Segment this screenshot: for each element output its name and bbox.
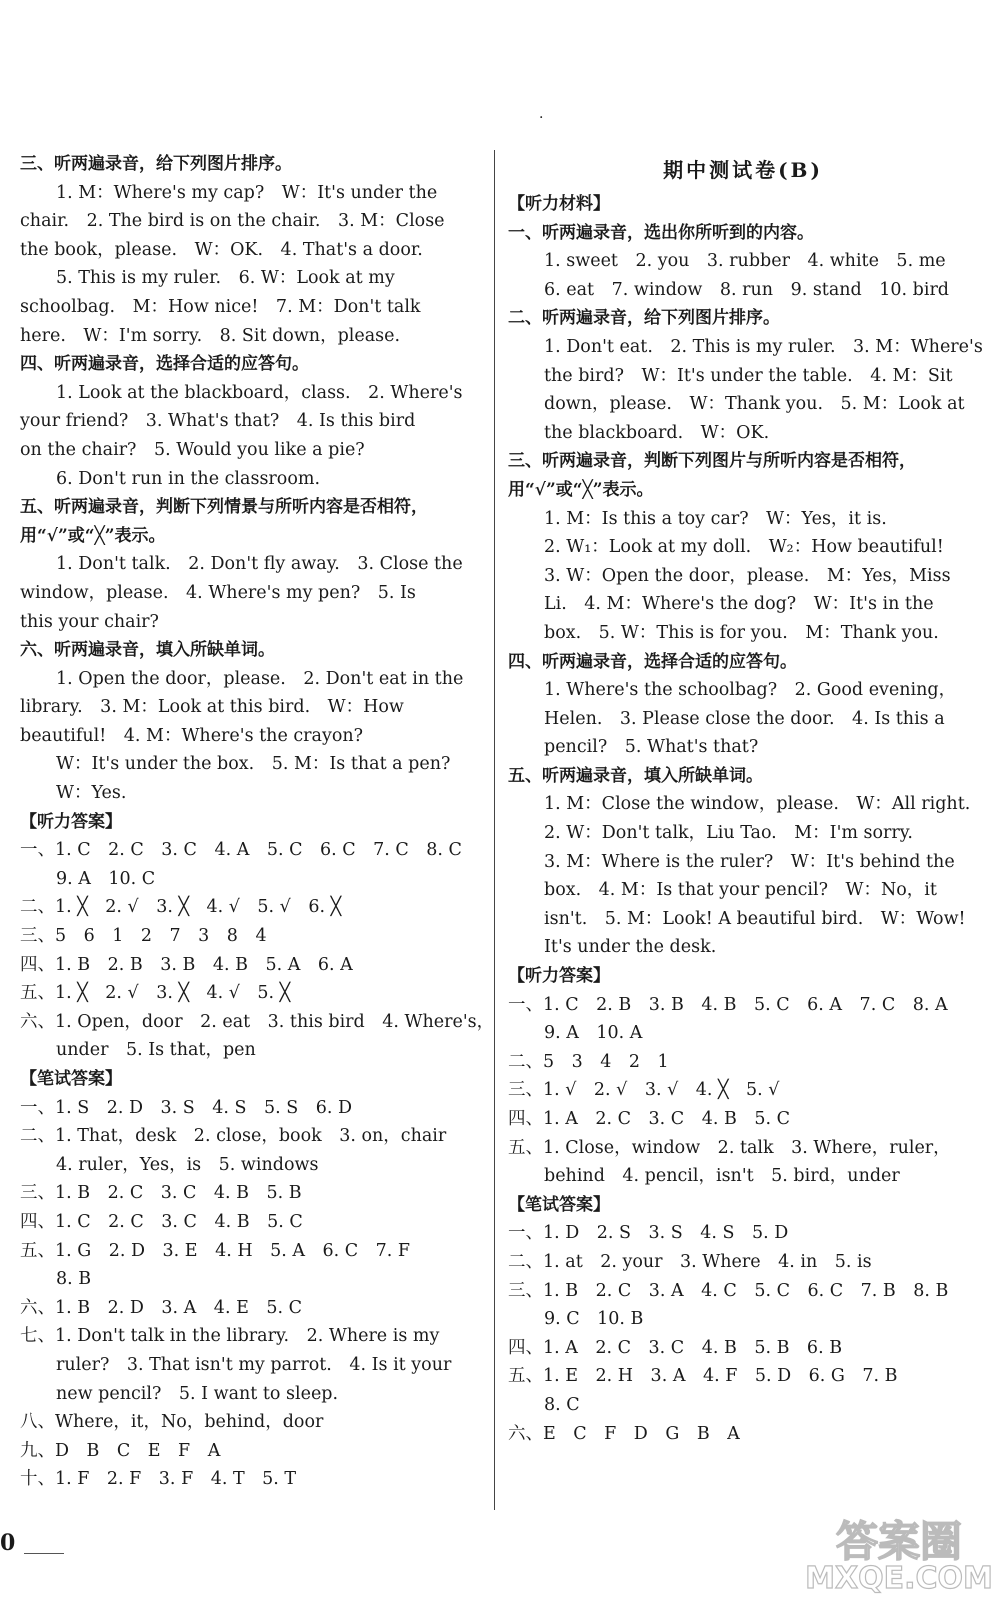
text-line: 九、D B C E F A xyxy=(20,1440,221,1461)
text-line: 6. Don't run in the classroom. xyxy=(56,468,321,489)
text-line: 3. W：Open the door，please. M：Yes，Miss xyxy=(544,565,951,586)
text-line: ruler? 3. That isn't my parrot. 4. Is it your xyxy=(56,1354,452,1375)
section-heading: 一、听两遍录音，选出你所听到的内容。 xyxy=(508,222,814,243)
text-line: 8. C xyxy=(544,1394,580,1415)
text-line: 1. sweet 2. you 3. rubber 4. white 5. me xyxy=(544,251,946,272)
section-heading: 【笔试答案】 xyxy=(508,1194,610,1215)
text-line: 三、1. B 2. C 3. C 4. B 5. B xyxy=(20,1183,302,1204)
section-heading: 用“√”或“╳”表示。 xyxy=(508,479,654,500)
text-line: 4. ruler，Yes，is 5. windows xyxy=(56,1154,319,1175)
text-line: box. 4. M：Is that your pencil? W：No，it xyxy=(544,880,937,901)
text-line: 1. Don't talk. 2. Don't fly away. 3. Close the xyxy=(56,554,463,575)
text-line: 四、1. A 2. C 3. C 4. B 5. B 6. B xyxy=(508,1337,843,1358)
text-line: 三、1. B 2. C 3. A 4. C 5. C 6. C 7. B 8. B xyxy=(508,1280,949,1301)
text-line: 5. This is my ruler. 6. W：Look at my xyxy=(56,268,395,289)
text-line: this your chair? xyxy=(20,611,159,632)
text-line: 1. M：Close the window，please. W：All right. xyxy=(544,794,971,815)
text-line: the bird? W：It's under the table. 4. M：Sit xyxy=(544,365,953,386)
section-heading: 三、听两遍录音，给下列图片排序。 xyxy=(20,154,292,174)
text-line: W：It's under the box. 5. M：Is that a pen? xyxy=(56,754,451,775)
text-line: 2. W₁：Look at my doll. W₂：How beautiful! xyxy=(544,537,944,558)
text-line: 五、1. G 2. D 3. E 4. H 5. A 6. C 7. F xyxy=(20,1240,411,1261)
text-line: 一、1. C 2. C 3. C 4. A 5. C 6. C 7. C 8. C xyxy=(20,840,462,861)
text-line: the book，please. W：OK. 4. That's a door. xyxy=(20,239,423,260)
text-line: 五、1. ╳ 2. √ 3. ╳ 4. √ 5. ╳ xyxy=(20,983,291,1004)
section-heading: 【听力答案】 xyxy=(508,966,610,987)
text-line: 二、1. That，desk 2. close，book 3. on，chair xyxy=(20,1126,447,1147)
column-divider xyxy=(494,150,495,1510)
text-line: 六、1. Open，door 2. eat 3. this bird 4. Where's， xyxy=(20,1011,495,1032)
text-line: 八、Where，it，No，behind，door xyxy=(20,1412,324,1433)
section-heading: 【笔试答案】 xyxy=(20,1069,122,1089)
test-title: 期中测试卷(B) xyxy=(663,158,823,182)
text-line: 五、1. E 2. H 3. A 4. F 5. D 6. G 7. B xyxy=(508,1366,898,1387)
text-line: the blackboard. W：OK. xyxy=(544,422,770,443)
text-line: 四、1. A 2. C 3. C 4. B 5. C xyxy=(508,1109,790,1129)
page-number: 0 xyxy=(0,1530,16,1556)
section-heading: 六、听两遍录音，填入所缺单词。 xyxy=(20,640,275,661)
text-line: beautiful! 4. M：Where's the crayon? xyxy=(20,725,364,746)
section-heading: 二、听两遍录音，给下列图片排序。 xyxy=(508,308,780,329)
section-heading: 五、听两遍录音，填入所缺单词。 xyxy=(508,765,763,786)
text-line: under 5. Is that，pen xyxy=(56,1040,256,1061)
text-line: 1. Open the door，please. 2. Don't eat in the xyxy=(56,668,464,689)
text-line: 十、1. F 2. F 3. F 4. T 5. T xyxy=(20,1469,297,1490)
text-line: 一、1. C 2. B 3. B 4. B 5. C 6. A 7. C 8. A xyxy=(508,994,948,1015)
text-line: schoolbag. M：How nice! 7. M：Don't talk xyxy=(20,296,421,317)
text-line: 六、1. B 2. D 3. A 4. E 5. C xyxy=(20,1297,302,1318)
text-line: 四、1. C 2. C 3. C 4. B 5. C xyxy=(20,1211,303,1232)
text-line: 1. M：Where's my cap? W：It's under the xyxy=(56,182,438,203)
text-line: Li. 4. M：Where's the dog? W：It's in the xyxy=(544,594,934,615)
section-heading: 三、听两遍录音，判断下列图片与所听内容是否相符， xyxy=(508,451,916,472)
text-line: 1. M：Is this a toy car? W：Yes，it is. xyxy=(544,508,887,529)
text-line: 8. B xyxy=(56,1269,92,1290)
text-line: Helen. 3. Please close the door. 4. Is this a xyxy=(544,708,945,729)
section-heading: 【听力答案】 xyxy=(20,811,122,832)
text-line: 2. W：Don't talk，Liu Tao. M：I'm sorry. xyxy=(544,823,913,844)
text-line: here. W：I'm sorry. 8. Sit down，please. xyxy=(20,325,401,346)
section-heading: 四、听两遍录音，选择合适的应答句。 xyxy=(20,354,309,375)
watermark-logo xyxy=(805,1508,993,1596)
text-line: 三、1. √ 2. √ 3. √ 4. ╳ 5. √ xyxy=(508,1080,780,1101)
text-line: 四、1. B 2. B 3. B 4. B 5. A 6. A xyxy=(20,954,353,975)
page-number-rule xyxy=(24,1553,64,1554)
watermark-line1: 答案圈 xyxy=(835,1517,963,1566)
text-line: 三、5 6 1 2 7 3 8 4 xyxy=(20,926,267,947)
text-line: box. 5. W：This is for you. M：Thank you. xyxy=(544,622,939,643)
text-line: It's under the desk. xyxy=(544,937,717,958)
section-heading: 五、听两遍录音，判断下列情景与所听内容是否相符， xyxy=(20,497,428,518)
text-line: 6. eat 7. window 8. run 9. stand 10. bird xyxy=(544,279,950,300)
text-line: window，please. 4. Where's my pen? 5. Is xyxy=(20,582,416,603)
text-line: down，please. W：Thank you. 5. M：Look at xyxy=(544,394,965,415)
text-line: pencil? 5. What's that? xyxy=(544,737,759,758)
text-line: 9. A 10. A xyxy=(544,1023,643,1044)
right-column xyxy=(508,150,983,1448)
text-line: 1. Look at the blackboard，class. 2. Where's xyxy=(56,382,463,403)
text-line: library. 3. M：Look at this bird. W：How xyxy=(20,697,404,718)
text-line: W：Yes. xyxy=(56,783,127,804)
text-line: 9. C 10. B xyxy=(544,1309,644,1330)
left-column xyxy=(20,150,495,1494)
text-line: 二、5 3 4 2 1 xyxy=(508,1051,669,1072)
text-line: your friend? 3. What's that? 4. Is this bird xyxy=(20,411,416,432)
section-heading: 四、听两遍录音，选择合适的应答句。 xyxy=(508,651,797,672)
text-line: 1. Don't eat. 2. This is my ruler. 3. M：Where's xyxy=(544,336,983,357)
text-line: 一、1. D 2. S 3. S 4. S 5. D xyxy=(508,1223,789,1244)
text-line: 六、E C F D G B A xyxy=(508,1423,740,1444)
text-line: new pencil? 5. I want to sleep. xyxy=(56,1383,339,1404)
text-line: isn't. 5. M：Look! A beautiful bird. W：Wow! xyxy=(544,908,966,929)
watermark-line2: MXQE.COM xyxy=(805,1561,993,1596)
section-heading: 【听力材料】 xyxy=(508,194,610,214)
right-column-body xyxy=(508,190,983,1448)
text-line: 3. M：Where is the ruler? W：It's behind the xyxy=(544,851,955,872)
text-line: 二、1. at 2. your 3. Where 4. in 5. is xyxy=(508,1251,872,1272)
text-line: 五、1. Close，window 2. talk 3. Where，ruler， xyxy=(508,1137,951,1158)
text-line: 二、1. ╳ 2. √ 3. ╳ 4. √ 5. √ 6. ╳ xyxy=(20,897,342,918)
section-heading: 用“√”或“╳”表示。 xyxy=(20,525,166,546)
stray-dot: · xyxy=(539,110,544,126)
text-line: 七、1. Don't talk in the library. 2. Where is my xyxy=(20,1326,440,1347)
text-line: 1. Where's the schoolbag? 2. Good evening， xyxy=(544,680,957,701)
text-line: behind 4. pencil，isn't 5. bird，under xyxy=(544,1166,900,1187)
text-line: 一、1. S 2. D 3. S 4. S 5. S 6. D xyxy=(20,1097,353,1118)
text-line: 9. A 10. C xyxy=(56,868,156,889)
text-line: chair. 2. The bird is on the chair. 3. M：Close xyxy=(20,211,445,232)
text-line: on the chair? 5. Would you like a pie? xyxy=(20,439,365,460)
